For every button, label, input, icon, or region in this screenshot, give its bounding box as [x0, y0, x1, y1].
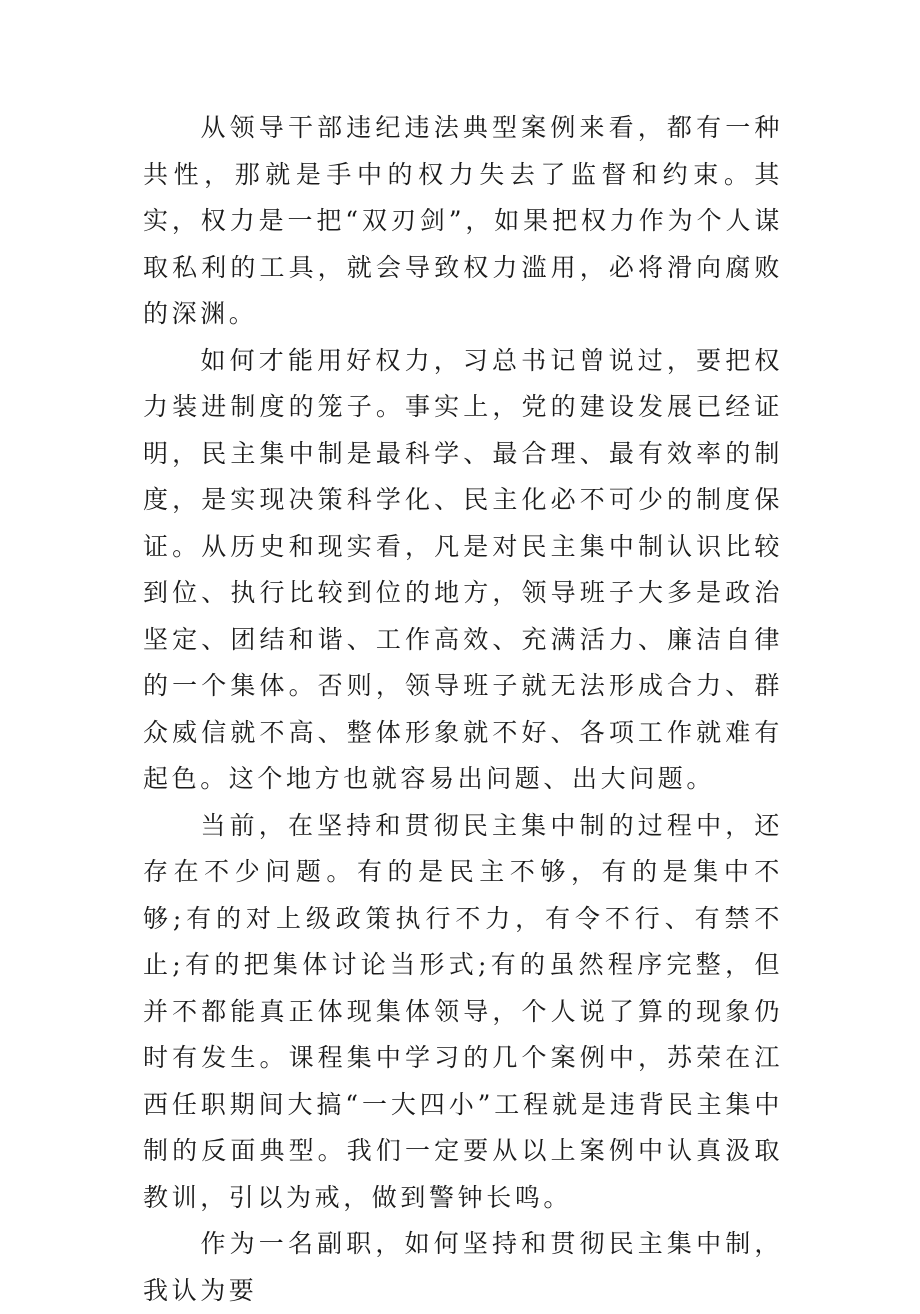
paragraph-power-supervision: 从领导干部违纪违法典型案例来看，都有一种共性，那就是手中的权力失去了监督和约束。其实，权力是一把“双刃剑”，如果把权力作为个人谋取私利的工具，就会导致权力滥用，必将滑向腐败的深渊。	[143, 113, 783, 328]
document-body	[143, 105, 783, 1314]
paragraph-current-problems: 当前，在坚持和贯彻民主集中制的过程中，还存在不少问题。有的是民主不够，有的是集中不够;有的对上级政策执行不力，有令不行、有禁不止;有的把集体讨论当形式;有的虽然程序完整，但并不都能真正体现集体领导，个人说了算的现象仍时有发生。课程集中学习的几个案例中，苏荣在江西任职期间大搞“一大四小”工程就是违背民主集中制的反面典型。我们一定要从以上案例中认真汲取教训，引以为戒，做到警钟长鸣。	[143, 810, 783, 1212]
paragraph-democratic-centralism: 如何才能用好权力，习总书记曾说过，要把权力装进制度的笼子。事实上，党的建设发展已经证明，民主集中制是最科学、最合理、最有效率的制度，是实现决策科学化、民主化必不可少的制度保证。从历史和现实看，凡是对民主集中制认识比较到位、执行比较到位的地方，领导班子大多是政治坚定、团结和谐、工作高效、充满活力、廉洁自律的一个集体。否则，领导班子就无法形成合力、群众威信就不高、整体形象就不好、各项工作就难有起色。这个地方也就容易出问题、出大问题。	[143, 345, 783, 793]
paragraph-deputy-role: 作为一名副职，如何坚持和贯彻民主集中制，我认为要	[143, 1229, 783, 1305]
